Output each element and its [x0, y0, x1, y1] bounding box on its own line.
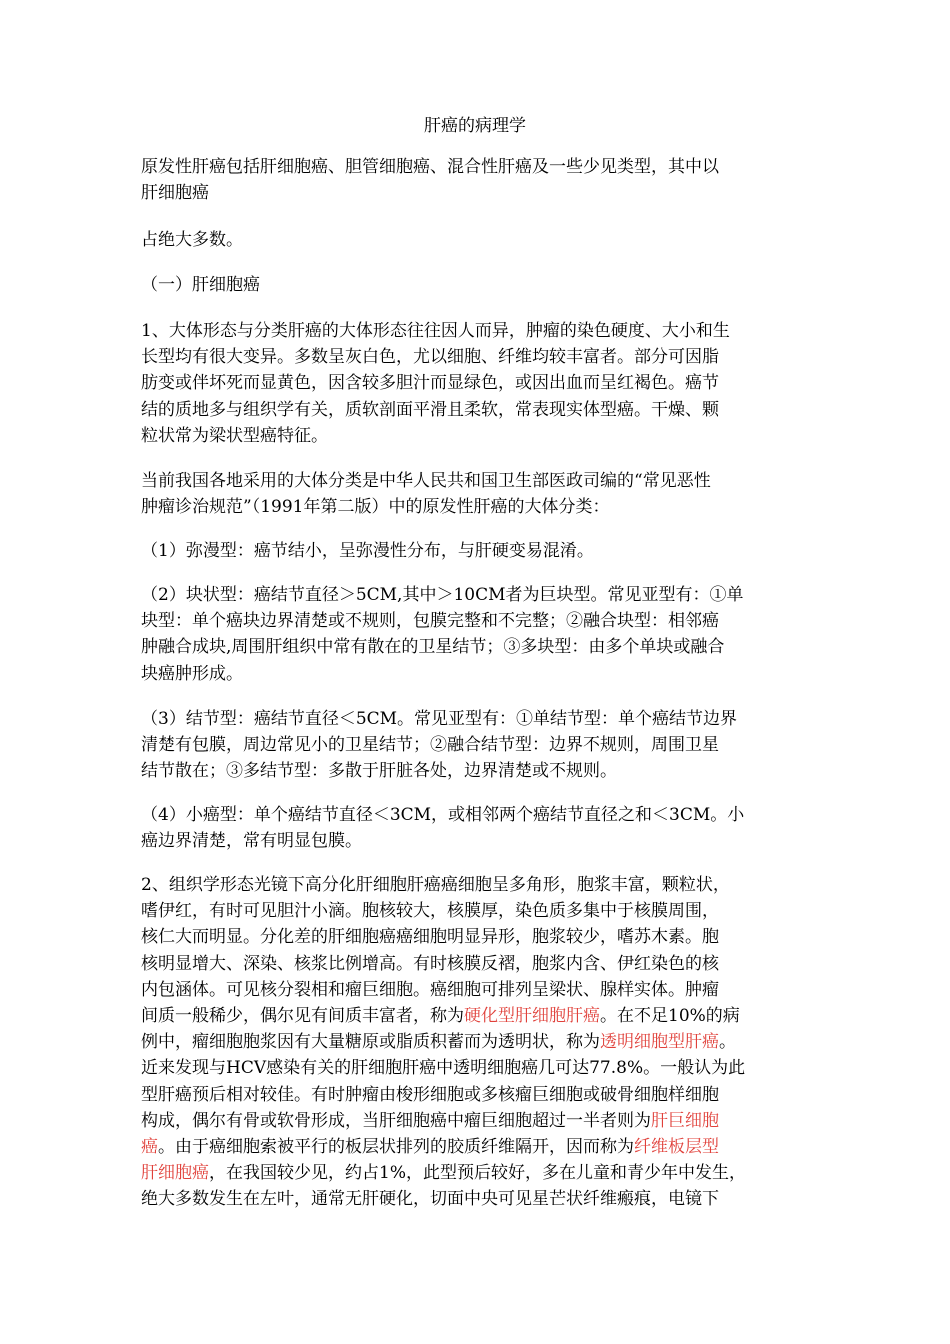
text-line: 占绝大多数。 — [141, 230, 243, 250]
paragraph-massive-type — [141, 582, 831, 687]
text-line — [141, 1160, 831, 1186]
paragraph-gross-morphology — [141, 318, 831, 449]
text-segment: 构成，偶尔有骨或软骨形成，当肝细胞癌中瘤巨细胞超过一半者则为 — [141, 1110, 651, 1131]
paragraph-classification — [141, 468, 831, 520]
text-line: （4）小癌型：单个癌结节直径＜3CM，或相邻两个癌结节直径之和＜3CM。小 — [141, 805, 745, 825]
text-segment: 。 — [719, 1032, 736, 1053]
text-line: （1）弥漫型：癌节结小，呈弥漫性分布，与肝硬变易混淆。 — [141, 541, 594, 561]
text-line: 肿融合成块,周围肝组织中常有散在的卫星结节；③多块型：由多个单块或融合 — [141, 637, 725, 658]
text-segment: 例中，瘤细胞胞浆因有大量糖原或脂质积蓄而为透明状，称为 — [141, 1032, 600, 1053]
paragraph-majority — [141, 227, 831, 253]
text-line: （一）肝细胞癌 — [141, 275, 260, 295]
text-line: 内包涵体。可见核分裂相和瘤巨细胞。癌细胞可排列呈梁状、腺样实体。肿瘤 — [141, 979, 719, 1000]
highlighted-term: 肝细胞癌 — [141, 1163, 209, 1184]
text-segment: 间质一般稀少，偶尔见有间质丰富者，称为 — [141, 1005, 464, 1026]
text-line: 粒状常为梁状型癌特征。 — [141, 425, 328, 446]
text-line: 清楚有包膜，周边常见小的卫星结节；②融合结节型：边界不规则，周围卫星 — [141, 735, 719, 756]
highlighted-term: 癌 — [141, 1136, 158, 1157]
highlighted-term: 透明细胞型肝癌 — [600, 1032, 719, 1053]
text-line — [141, 1003, 831, 1029]
highlighted-term: 肝巨细胞 — [651, 1110, 719, 1131]
text-line: 绝大多数发生在左叶，通常无肝硬化，切面中央可见星芒状纤维瘢痕，电镜下 — [141, 1189, 719, 1210]
paragraph-histology — [141, 872, 831, 1212]
text-line: 型肝癌预后相对较佳。有时肿瘤由梭形细胞或多核瘤巨细胞或破骨细胞样细胞 — [141, 1084, 719, 1105]
text-line: 肝细胞癌 — [141, 183, 209, 204]
text-line: 肪变或伴坏死而显黄色，因含较多胆汁而显绿色，或因出血而呈红褐色。癌节 — [141, 373, 719, 394]
text-line: 长型均有很大变异。多数呈灰白色，尤以细胞、纤维均较丰富者。部分可因脂 — [141, 347, 719, 368]
text-segment: ，在我国较少见，约占1%，此型预后较好，多在儿童和青少年中发生， — [209, 1163, 746, 1184]
text-line: 当前我国各地采用的大体分类是中华人民共和国卫生部医政司编的“常见恶性 — [141, 471, 711, 491]
highlighted-term: 纤维板层型 — [634, 1136, 719, 1157]
text-line — [141, 1108, 831, 1134]
text-line: 1、大体形态与分类肝癌的大体形态往往因人而异，肿瘤的染色硬度、大小和生 — [141, 321, 730, 341]
text-line: 结节散在；③多结节型：多散于肝脏各处，边界清楚或不规则。 — [141, 761, 617, 782]
text-line: 原发性肝癌包括肝细胞癌、胆管细胞癌、混合性肝癌及一些少见类型，其中以 — [141, 157, 719, 177]
text-line: 嗜伊红，有时可见胆汁小滴。胞核较大，核膜厚，染色质多集中于核膜周围， — [141, 901, 719, 922]
text-line — [141, 1134, 831, 1160]
text-line: 肿瘤诊治规范”（1991年第二版）中的原发性肝癌的大体分类： — [141, 497, 610, 518]
text-line: （3）结节型：癌结节直径＜5CM。常见亚型有：①单结节型：单个癌结节边界 — [141, 709, 738, 729]
text-line: 癌边界清楚，常有明显包膜。 — [141, 831, 362, 852]
text-line: 结的质地多与组织学有关，质软剖面平滑且柔软，常表现实体型癌。干燥、颗 — [141, 399, 719, 420]
text-line: 核明显增大、深染、核浆比例增高。有时核膜反褶，胞浆内含、伊红染色的核 — [141, 953, 719, 974]
text-line: （2）块状型：癌结节直径＞5CM,其中＞10CM者为巨块型。常见亚型有：①单 — [141, 585, 744, 605]
text-segment: 。在不足10%的病 — [600, 1005, 740, 1026]
text-segment: 。由于癌细胞索被平行的板层状排列的胶质纤维隔开，因而称为 — [158, 1136, 634, 1157]
paragraph-small-cancer-type — [141, 802, 831, 854]
text-line — [141, 1029, 831, 1055]
paragraph-diffuse-type — [141, 538, 831, 564]
paragraph-nodular-type — [141, 706, 831, 785]
text-line: 块癌肿形成。 — [141, 663, 243, 684]
text-line: 块型：单个癌块边界清楚或不规则，包膜完整和不完整；②融合块型：相邻癌 — [141, 611, 719, 632]
page-title: 肝癌的病理学 — [424, 116, 526, 136]
highlighted-term: 硬化型肝细胞肝癌 — [464, 1005, 600, 1026]
paragraph-intro — [141, 154, 831, 206]
text-line: 核仁大而明显。分化差的肝细胞癌癌细胞明显异形，胞浆较少，嗜苏木素。胞 — [141, 927, 719, 948]
section-heading — [141, 272, 831, 298]
text-line: 近来发现与HCV感染有关的肝细胞肝癌中透明细胞癌几可达77.8%。一般认为此 — [141, 1058, 746, 1079]
text-line: 2、组织学形态光镜下高分化肝细胞肝癌癌细胞呈多角形，胞浆丰富，颗粒状， — [141, 875, 730, 895]
